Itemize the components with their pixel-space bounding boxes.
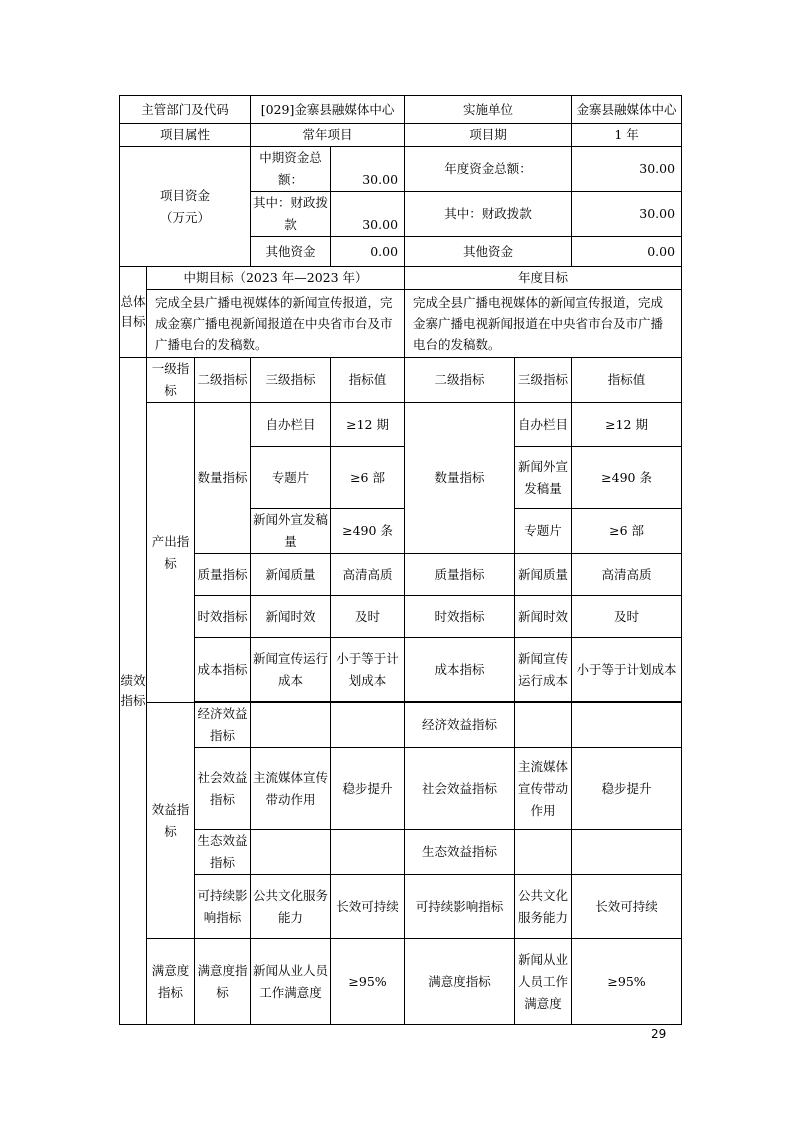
annual-economic-value xyxy=(572,703,682,748)
annual-social-value: 稳步提升 xyxy=(572,748,682,830)
annual-social-name: 主流媒体宣传带动作用 xyxy=(515,748,572,830)
annual-goal-text: 完成全县广播电视媒体的新闻宣传报道，完成金寨广播电视新闻报道在中央省市台及市广播电台的发稿数。 xyxy=(405,290,682,358)
table-row xyxy=(120,124,682,147)
mid-satisfaction-value: ≥95% xyxy=(331,939,405,1025)
annual-timeliness-value: 及时 xyxy=(572,596,682,638)
col-level3-annual: 三级指标 xyxy=(515,358,572,403)
annual-goal-header: 年度目标 xyxy=(405,267,682,290)
cost-label: 成本指标 xyxy=(195,638,251,702)
table-row xyxy=(120,638,682,702)
col-level2: 二级指标 xyxy=(195,358,251,403)
col-level3: 三级指标 xyxy=(251,358,331,403)
indicators-label: 绩效指标 xyxy=(120,358,147,1025)
annual-sustainable-value: 长效可持续 xyxy=(572,875,682,939)
mid-quantity-value: ≥490 条 xyxy=(331,509,405,554)
mid-other-label: 其他资金 xyxy=(251,237,331,267)
annual-satisfaction-value: ≥95% xyxy=(572,939,682,1025)
annual-ecological-value xyxy=(572,830,682,875)
annual-sustainable-name: 公共文化服务能力 xyxy=(515,875,572,939)
mid-quantity-value: ≥6 部 xyxy=(331,447,405,509)
col-value: 指标值 xyxy=(331,358,405,403)
annual-quantity-value: ≥490 条 xyxy=(572,447,682,509)
table-row xyxy=(120,554,682,596)
annual-fiscal-value: 30.00 xyxy=(572,192,682,237)
annual-ecological-label: 生态效益指标 xyxy=(405,830,515,875)
quality-label: 质量指标 xyxy=(195,554,251,596)
benefit-label: 效益指标 xyxy=(147,703,195,939)
mid-quality-name: 新闻质量 xyxy=(251,554,331,596)
table-row xyxy=(120,147,682,192)
social-label: 社会效益指标 xyxy=(195,748,251,830)
annual-timeliness-label: 时效指标 xyxy=(405,596,515,638)
table-row xyxy=(120,290,682,358)
annual-cost-value: 小于等于计划成本 xyxy=(572,638,682,702)
annual-ecological-name xyxy=(515,830,572,875)
mid-total-value: 30.00 xyxy=(331,147,405,192)
annual-fiscal-label: 其中：财政拨款 xyxy=(405,192,572,237)
timeliness-label: 时效指标 xyxy=(195,596,251,638)
table-row xyxy=(120,358,682,403)
mid-goal-text: 完成全县广播电视媒体的新闻宣传报道，完成金寨广播电视新闻报道在中央省市台及市广播电台的发稿数。 xyxy=(147,290,405,358)
annual-social-label: 社会效益指标 xyxy=(405,748,515,830)
annual-other-value: 0.00 xyxy=(572,237,682,267)
mid-quantity-value: ≥12 期 xyxy=(331,403,405,447)
mid-fiscal-value: 30.00 xyxy=(331,192,405,237)
mid-timeliness-value: 及时 xyxy=(331,596,405,638)
table-row xyxy=(120,875,682,939)
table-row xyxy=(120,596,682,638)
annual-quality-name: 新闻质量 xyxy=(515,554,572,596)
output-label: 产出指标 xyxy=(147,403,195,703)
mid-quantity-name: 自办栏目 xyxy=(251,403,331,447)
dept-label: 主管部门及代码 xyxy=(120,96,251,124)
mid-social-name: 主流媒体宣传带动作用 xyxy=(251,748,331,830)
mid-social-value: 稳步提升 xyxy=(331,748,405,830)
mid-cost-name: 新闻宣传运行成本 xyxy=(251,638,331,702)
table-row xyxy=(120,267,682,290)
annual-economic-label: 经济效益指标 xyxy=(405,703,515,748)
annual-quantity-name: 新闻外宣发稿量 xyxy=(515,447,572,509)
mid-cost-value: 小于等于计划成本 xyxy=(331,638,405,702)
annual-quantity-name: 专题片 xyxy=(515,509,572,554)
mid-ecological-name xyxy=(251,830,331,875)
table-row xyxy=(120,830,682,875)
period-label: 项目期 xyxy=(405,124,572,147)
quantity-label: 数量指标 xyxy=(195,403,251,554)
annual-timeliness-name: 新闻时效 xyxy=(515,596,572,638)
annual-cost-name: 新闻宣传运行成本 xyxy=(515,638,572,702)
satisfaction-level1-label: 满意度指标 xyxy=(147,939,195,1025)
table-row xyxy=(120,748,682,830)
performance-table xyxy=(119,95,682,1025)
period-value: 1 年 xyxy=(572,124,682,147)
annual-cost-label: 成本指标 xyxy=(405,638,515,702)
table-row xyxy=(120,96,682,124)
attr-label: 项目属性 xyxy=(120,124,251,147)
col-value-annual: 指标值 xyxy=(572,358,682,403)
annual-satisfaction-name: 新闻从业人员工作满意度 xyxy=(515,939,572,1025)
annual-sustainable-label: 可持续影响指标 xyxy=(405,875,515,939)
table-row xyxy=(120,939,682,1025)
mid-ecological-value xyxy=(331,830,405,875)
table-row xyxy=(120,703,682,748)
mid-sustainable-name: 公共文化服务能力 xyxy=(251,875,331,939)
mid-sustainable-value: 长效可持续 xyxy=(331,875,405,939)
mid-economic-name xyxy=(251,703,331,748)
mid-goal-header: 中期目标（2023 年—2023 年） xyxy=(147,267,405,290)
col-level1: 一级指标 xyxy=(147,358,195,403)
mid-satisfaction-name: 新闻从业人员工作满意度 xyxy=(251,939,331,1025)
annual-satisfaction-label: 满意度指标 xyxy=(405,939,515,1025)
goals-label: 总体目标 xyxy=(120,267,147,358)
mid-quantity-name: 新闻外宣发稿量 xyxy=(251,509,331,554)
annual-total-label: 年度资金总额： xyxy=(405,147,572,192)
annual-quality-label: 质量指标 xyxy=(405,554,515,596)
impl-label: 实施单位 xyxy=(405,96,572,124)
annual-quality-value: 高清高质 xyxy=(572,554,682,596)
annual-quantity-name: 自办栏目 xyxy=(515,403,572,447)
mid-economic-value xyxy=(331,703,405,748)
mid-quality-value: 高清高质 xyxy=(331,554,405,596)
annual-quantity-value: ≥6 部 xyxy=(572,509,682,554)
table-row xyxy=(120,403,682,447)
annual-other-label: 其他资金 xyxy=(405,237,572,267)
mid-fiscal-label: 其中：财政拨款 xyxy=(251,192,331,237)
mid-total-label: 中期资金总额： xyxy=(251,147,331,192)
satisfaction-label: 满意度指标 xyxy=(195,939,251,1025)
dept-value: [029]金寨县融媒体中心 xyxy=(251,96,405,124)
mid-other-value: 0.00 xyxy=(331,237,405,267)
page-number: 29 xyxy=(651,1027,667,1041)
mid-timeliness-name: 新闻时效 xyxy=(251,596,331,638)
col-level2-annual: 二级指标 xyxy=(405,358,515,403)
impl-value: 金寨县融媒体中心 xyxy=(572,96,682,124)
annual-total-value: 30.00 xyxy=(572,147,682,192)
sustainable-label: 可持续影响指标 xyxy=(195,875,251,939)
annual-quantity-value: ≥12 期 xyxy=(572,403,682,447)
attr-value: 常年项目 xyxy=(251,124,405,147)
economic-label: 经济效益指标 xyxy=(195,703,251,748)
annual-economic-name xyxy=(515,703,572,748)
funds-label: 项目资金（万元） xyxy=(120,147,251,267)
annual-quantity-label: 数量指标 xyxy=(405,403,515,554)
ecological-label: 生态效益指标 xyxy=(195,830,251,875)
mid-quantity-name: 专题片 xyxy=(251,447,331,509)
